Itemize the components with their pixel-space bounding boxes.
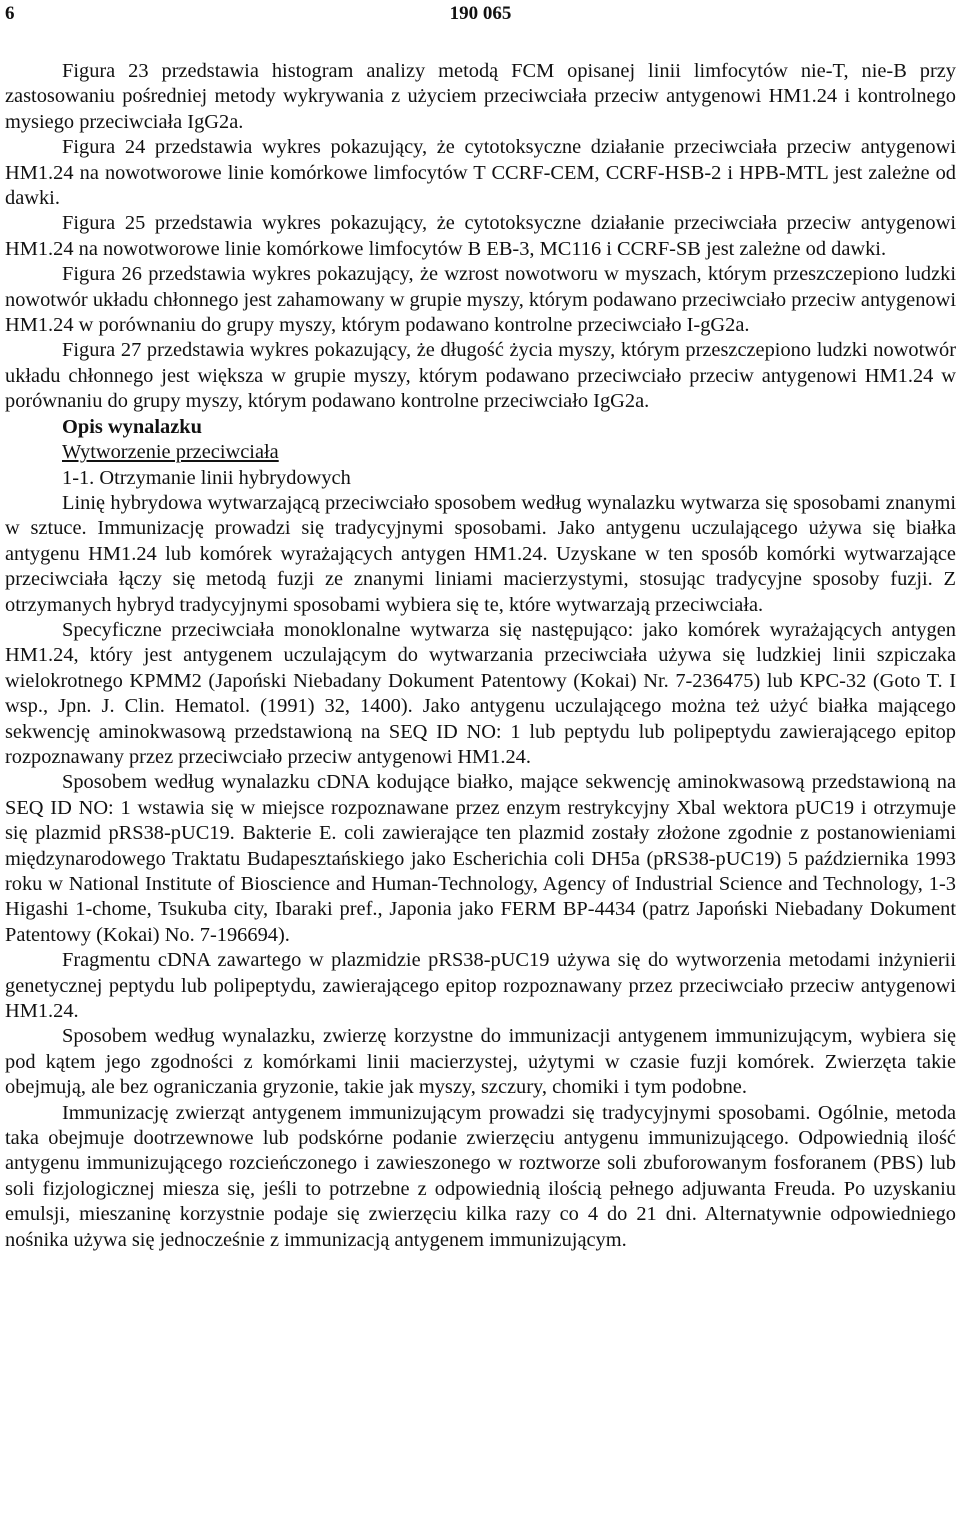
subsection-title: 1-1. Otrzymanie linii hybrydowych [62, 466, 351, 489]
paragraph-monoclonal: Specyficzne przeciwciała monoklonalne wytwarza się następująco: jako komórek wyrażających antygen HM1.24, który jest antygenem uczulającym do wytwarzania przeciwciała używa się ludzkiej linii szpiczaka wielokrotnego KPMM2 (Japoński Niebadany Dokument Patentowy (Kokai) Nr. 7-236475) lub KPC-32 (Goto T. I wsp., Jpn. J. Clin. Hematol. (1991) 32, 1400). Jako antygenu uczulającego można też użyć białka mającego sekwencję aminokwasową przedstawioną na SEQ ID NO: 1 lub peptydu lub polipeptydu zawierającego epitop rozpoznawany przez przeciwciało przeciw antygenowi HM1.24. [5, 618, 956, 768]
paragraph-figure-27: Figura 27 przedstawia wykres pokazujący, że długość życia myszy, którym przeszczepiono ludzki nowotwór układu chłonnego jest większa w grupie myszy, którym podawano przeciwciało przeciw antygenowi HM1.24 w porównaniu do grupy myszy, którym podawano kontrolne przeciwciało IgG2a. [5, 339, 956, 413]
section-heading: Opis wynalazku [62, 415, 202, 438]
paragraph-hybrid-line: Linię hybrydowa wytwarzającą przeciwciało sposobem według wynalazku wytwarza się sposobami znanymi w sztuce. Immunizację prowadzi się tradycyjnymi sposobami. Jako antygenu uczulającego używa się białka antygenu HM1.24 lub komórek wyrażających antygen HM1.24. Uzyskane w ten sposób komórki wytwarzające przeciwciała łączy się metodą fuzji ze znanymi liniami macierzystymi, stosując tradycyjne sposoby fuzji. Z otrzymanych hybryd tradycyjnymi sposobami wybiera się te, które wytwarzają przeciwciała. [5, 491, 956, 616]
section-subheading: Wytworzenie przeciwciała [62, 441, 279, 464]
paragraph-figure-24: Figura 24 przedstawia wykres pokazujący, że cytotoksyczne działanie przeciwciała przeciw antygenowi HM1.24 na nowotworowe linie komórkowe limfocytów T CCRF-CEM, CCRF-HSB-2 i HPB-MTL jest zależne od dawki. [5, 136, 956, 210]
document-number: 190 065 [449, 3, 512, 24]
document-page [0, 2, 960, 1521]
paragraph-immunization: Immunizację zwierząt antygenem immunizującym prowadzi się tradycyjnymi sposobami. Ogólnie, metoda taka obejmuje dootrzewnowe lub podskórne podanie zwierzęciu antygenu immunizującego. Odpowiednią ilość antygenu immunizującego rozcieńczonego i zawieszonego w roztworze soli zbuforowanym fosforanem (PBS) lub soli fizjologicznej miesza się, jeśli to potrzebne z odpowiednią ilością pełnego adjuwanta Freuda. Po uzyskaniu emulsji, mieszaninę korzystnie podaje się zwierzęciu kilka razy co 4 do 21 dni. Alternatywnie odpowiedniego nośnika używa się jednocześnie z immunizacją antygenem immunizującym. [5, 1101, 956, 1251]
page-header [5, 2, 956, 26]
paragraph-figure-23: Figura 23 przedstawia histogram analizy metodą FCM opisanej linii limfocytów nie-T, nie-B przy zastosowaniu pośredniej metody wykrywania z użyciem przeciwciała przeciw antygenowi HM1.24 i kontrolnego mysiego przeciwciała IgG2a. [5, 60, 956, 133]
paragraph-figure-26: Figura 26 przedstawia wykres pokazujący, że wzrost nowotworu w myszach, którym przeszczepiono ludzki nowotwór układu chłonnego jest zahamowany w grupie myszy, którym podawano przeciwciało przeciw antygenowi HM1.24 w porównaniu do grupy myszy, którym podawano kontrolne przeciwciało I-gG2a. [5, 263, 956, 337]
paragraph-fragment: Fragmentu cDNA zawartego w plazmidzie pRS38-pUC19 używa się do wytworzenia metodami inżynierii genetycznej peptydu lub polipeptydu, zawierającego epitop rozpoznawany przez przeciwciało przeciw antygenowi HM1.24. [5, 949, 956, 1023]
paragraph-animal: Sposobem według wynalazku, zwierzę korzystne do immunizacji antygenem immunizującym, wybiera się pod kątem jego zgodności z komórkami linii macierzystej, użytymi w czasie fuzji komórek. Zwierzęta takie obejmują, ale bez ograniczania gryzonie, takie jak myszy, szczury, chomiki i tym podobne. [5, 1025, 956, 1099]
paragraph-cdna: Sposobem według wynalazku cDNA kodujące białko, mające sekwencję aminokwasową przedstawioną na SEQ ID NO: 1 wstawia się w miejsce rozpoznawane przez enzym restrykcyjny Xbal wektora pUC19 i otrzymuje się plazmid pRS38-pUC19. Bakterie E. coli zawierające ten plazmid zostały złożone zgodnie z postanowieniami międzynarodowego Traktatu Budapesztańskiego jako Escherichia coli DH5a (pRS38-pUC19) 5 października 1993 roku w National Institute of Bioscience and Human-Technology, Agency of Industrial Science and Technology, 1-3 Higashi 1-chome, Tsukuba city, Ibaraki pref., Japonia jako FERM BP-4434 (patrz Japoński Niebadany Dokument Patentowy (Kokai) No. 7-196694). [5, 771, 956, 946]
page-number: 6 [5, 3, 15, 24]
document-body [5, 59, 956, 1253]
paragraph-figure-25: Figura 25 przedstawia wykres pokazujący, że cytotoksyczne działanie przeciwciała przeciw antygenowi HM1.24 na nowotworowe linie komórkowe limfocytów B EB-3, MC116 i CCRF-SB jest zależne od dawki. [5, 212, 956, 260]
